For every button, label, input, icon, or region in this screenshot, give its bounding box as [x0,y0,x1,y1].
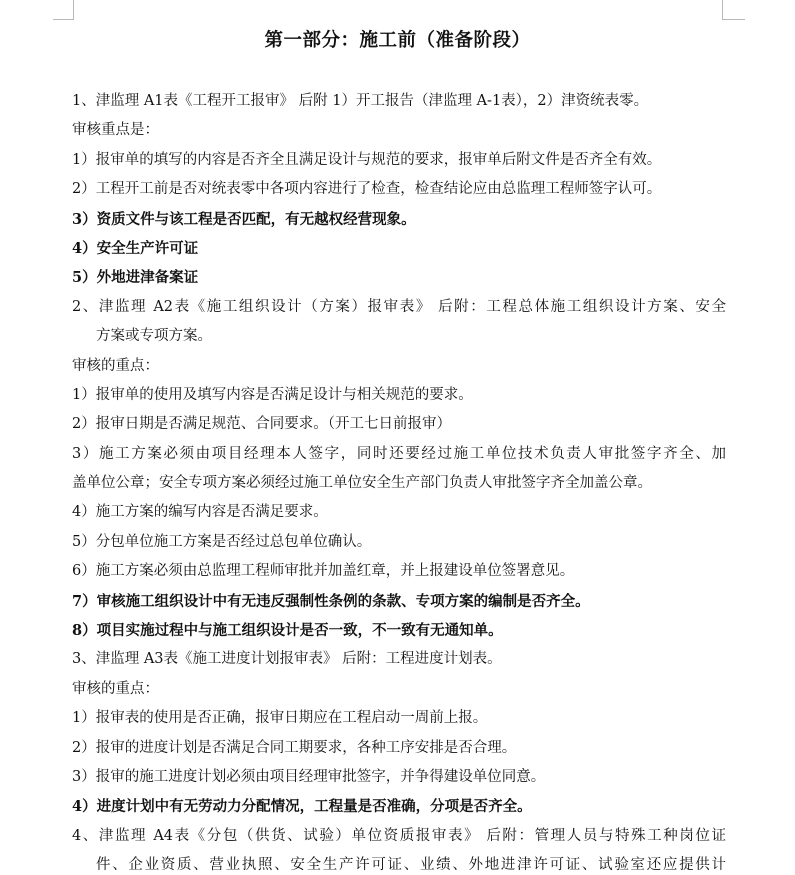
page-title: 第一部分：施工前（准备阶段） [264,30,531,51]
text-line: 4、津监理 A4表《分包（供货、试验）单位资质报审表》 后附：管理人员与特殊工种岗位证 [72,827,726,844]
text-line: 5）分包单位施工方案是否经过总包单位确认。 [72,533,372,550]
crop-mark-top-right-vertical [722,0,723,19]
crop-mark-top-left-horizontal [53,19,74,20]
text-line: 件、企业资质、营业执照、安全生产许可证、业绩、外地进津许可证、试验室还应提供计 [96,857,726,874]
key-point-line: 4）安全生产许可证 [72,239,199,257]
key-point-line: 7）审核施工组织设计中有无违反强制性条例的条款、专项方案的编制是否齐全。 [72,592,590,610]
text-line: 盖单位公章；安全专项方案必须经过施工单位安全生产部门负责人审批签字齐全加盖公章。 [72,475,652,492]
text-line: 2）报审的进度计划是否满足合同工期要求，各种工序安排是否合理。 [72,739,517,756]
text-line: 1）报审表的使用是否正确，报审日期应在工程启动一周前上报。 [72,710,488,727]
text-line: 2、津监理 A2表《施工组织设计（方案）报审表》 后附：工程总体施工组织设计方案、安全 [72,298,726,315]
text-line: 方案或专项方案。 [96,328,212,345]
document-body [72,87,726,875]
crop-mark-top-right-horizontal [722,19,745,20]
text-line: 1）报审单的使用及填写内容是否满足设计与相关规范的要求。 [72,386,473,403]
text-line: 4）施工方案的编写内容是否满足要求。 [72,504,328,521]
text-line: 2）报审日期是否满足规范、合同要求。（开工七日前报审） [72,416,451,433]
key-point-line: 8）项目实施过程中与施工组织设计是否一致，不一致有无通知单。 [72,622,503,640]
key-point-line: 3）资质文件与该工程是否匹配，有无越权经营现象。 [72,210,416,228]
text-line: 审核重点是： [72,122,159,139]
crop-mark-top-left-vertical [73,0,74,19]
text-line: 3、津监理 A3表《施工进度计划报审表》 后附：工程进度计划表。 [72,651,502,668]
text-line: 1）报审单的填写的内容是否齐全且满足设计与规范的要求，报审单后附文件是否齐全有效。 [72,151,662,168]
key-point-line: 4）进度计划中有无劳动力分配情况，工程量是否准确，分项是否齐全。 [72,798,532,816]
text-line: 3）报审的施工进度计划必须由项目经理审批签字，并争得建设单位同意。 [72,768,546,785]
text-line: 3）施工方案必须由项目经理本人签字，同时还要经过施工单位技术负责人审批签字齐全、加 [72,445,726,462]
text-line: 2）工程开工前是否对统表零中各项内容进行了检查，检查结论应由总监理工程师签字认可。 [72,181,662,198]
text-line: 1、津监理 A1表《工程开工报审》 后附 1）开工报告（津监理 A-1表），2）津资统表零。 [72,93,649,109]
key-point-line: 5）外地进津备案证 [72,269,199,287]
text-line: 审核的重点： [72,680,159,697]
text-line: 6）施工方案必须由总监理工程师审批并加盖红章，并上报建设单位签署意见。 [72,563,575,580]
text-line: 审核的重点： [72,357,159,374]
